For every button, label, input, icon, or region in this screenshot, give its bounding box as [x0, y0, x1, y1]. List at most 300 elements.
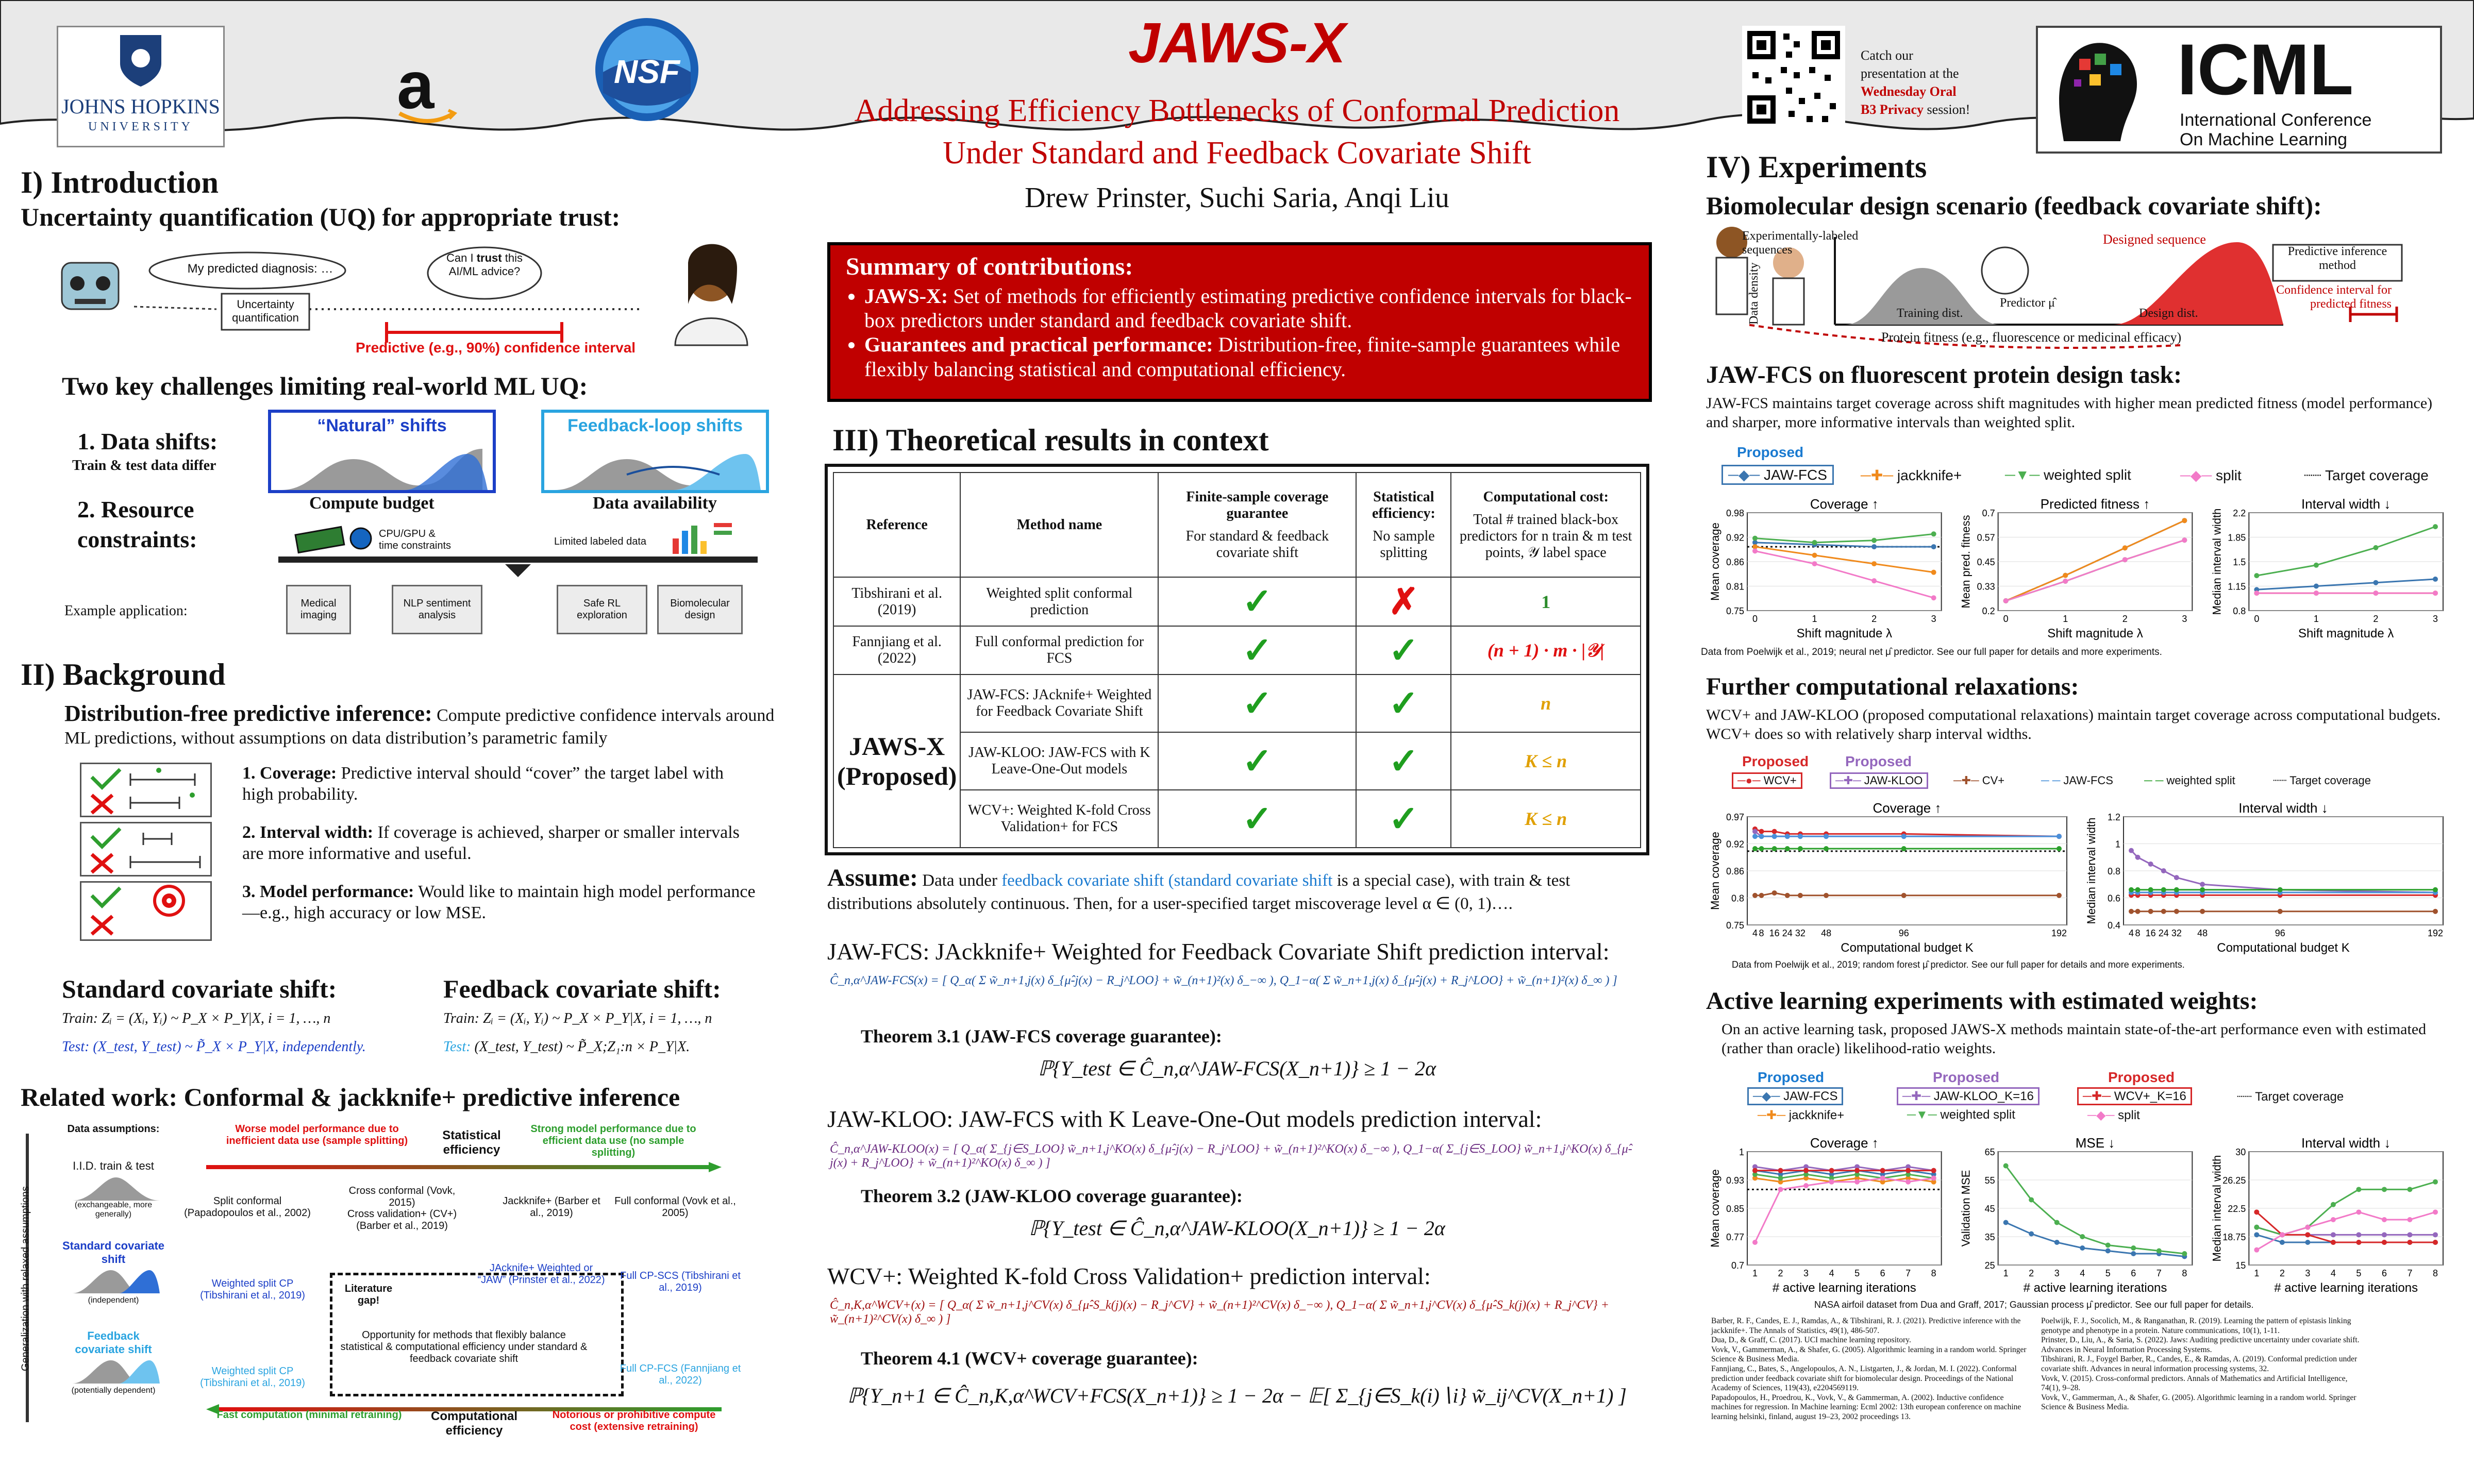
chart-title: Interval width ↓ [2301, 1135, 2391, 1151]
y-axis-label: Median interval width [2210, 508, 2224, 615]
y-tick-label: 18.75 [2222, 1232, 2246, 1242]
data-point [2407, 1232, 2412, 1237]
compute-budget-label: Compute budget [309, 494, 434, 513]
data-point [2105, 1249, 2111, 1254]
data-point [2135, 909, 2141, 914]
y-tick-label: 0.86 [1726, 557, 1744, 567]
x-tick-label: 16 [1769, 928, 1780, 938]
standard-cs-heading: Standard covariate shift: [62, 974, 337, 1003]
ref-cross-conformal: Cross conformal (Vovk, 2015) [348, 1185, 456, 1208]
standard-cs-dist-icon [72, 1268, 160, 1293]
ref-full-conformal: Full conformal (Vovk et al., 2005) [614, 1195, 736, 1219]
y-tick-label: 2.2 [2233, 508, 2246, 518]
related-work-diagram [10, 1118, 773, 1438]
assumptions-axis-label: Generalization with relaxed assumptions [20, 1186, 31, 1372]
legend-cv-plus: ─✚─ CV+ [1953, 774, 2005, 787]
data-point [1829, 1168, 1834, 1173]
bio-label-training: Training dist. [1897, 307, 1963, 320]
data-point [1752, 846, 1758, 851]
th-reference: Reference [833, 473, 960, 577]
data-point [2356, 1187, 2361, 1192]
x-axis-label: Shift magnitude λ [2298, 627, 2394, 640]
table-row: Tibshirani et al. (2019) Weighted split conformal prediction ✓ ✗ 1 [833, 577, 1641, 626]
point-width: 2. Interval width: If coverage is achieved, sharper or smaller intervals are more informative and useful. [242, 823, 740, 864]
bio-heading: Biomolecular design scenario (feedback covariate shift): [1706, 191, 2322, 220]
data-point [2373, 591, 2378, 596]
legend-al-jaw-fcs: ─◆─ JAW-FCS [1747, 1087, 1843, 1105]
data-point [1759, 893, 1764, 898]
data-point [1931, 1175, 1936, 1181]
data-point [1759, 829, 1764, 834]
data-point [2254, 1247, 2259, 1253]
data-point [1752, 536, 1758, 541]
x-tick-label: 5 [2356, 1268, 2362, 1278]
fcs-proposed-tag: Proposed [1737, 444, 1804, 460]
legend-al-split: ─◆─ split [2087, 1108, 2140, 1122]
x-tick-label: 1 [2254, 1268, 2260, 1278]
summary-of-contributions [827, 242, 1652, 402]
section-experiments: IV) Experiments [1706, 150, 1927, 184]
point-performance: 3. Model performance: Would like to maintain high model performance—e.g., high accuracy or low MSE. [242, 882, 756, 923]
fcs-caption: Data from Poelwijk et al., 2019; neural net μ̂ predictor. See our full paper for details and more experiments. [1701, 647, 2162, 657]
y-tick-label: 1.85 [2228, 532, 2246, 543]
legend-jackknife: ─✚─ jackknife+ [1861, 467, 1962, 483]
data-point [1772, 890, 1777, 896]
bar-chart-icon [667, 520, 734, 556]
stat-efficiency-arrow [206, 1162, 722, 1172]
amazon-logo: a [397, 57, 459, 129]
jaw-fcs-heading: JAW-FCS: JAckknife+ Weighted for Feedback Covariate Shift prediction interval: [827, 938, 1610, 965]
coverage-illustration [80, 763, 212, 817]
theorem-3-1-equation: ℙ{Y_test ∈ Ĉ_n,α^JAW-FCS(X_n+1)} ≥ 1 − 2α [1038, 1057, 1436, 1080]
data-point [2182, 1251, 2187, 1256]
y-tick-label: 0.57 [1977, 532, 1995, 543]
data-point [1931, 595, 1936, 600]
data-point [2129, 909, 2134, 914]
theorem-3-2: Theorem 3.2 (JAW-KLOO coverage guarantee): [861, 1186, 1243, 1206]
data-point [1785, 893, 1790, 898]
data-point [1759, 846, 1764, 851]
data-point [2314, 563, 2319, 568]
y-axis-label: Median interval width [2085, 817, 2098, 924]
chart-title: Coverage ↑ [1873, 800, 1942, 816]
y-tick-label: 45 [1984, 1204, 1995, 1214]
data-point [2003, 1220, 2009, 1225]
y-tick-label: 0.86 [1726, 866, 1744, 876]
width-illustration [80, 822, 212, 876]
al-proposed-tag-3: Proposed [2108, 1069, 2175, 1085]
bubble-trust: Can I trust this AI/ML advice? [446, 251, 523, 278]
seesaw-icon [278, 554, 758, 580]
y-axis-label: Mean coverage [1709, 1169, 1721, 1247]
app-biomolecular: Biomolecular design [657, 585, 743, 634]
y-tick-label: 0.4 [2107, 920, 2120, 931]
data-point [2356, 1240, 2361, 1245]
fcs-charts [1701, 492, 2453, 647]
jaw-kloo-heading: JAW-KLOO: JAW-FCS with K Leave-One-Out models prediction interval: [827, 1106, 1542, 1132]
data-point [2280, 1232, 2285, 1237]
x-tick-label: 1 [2003, 1268, 2009, 1278]
jaw-fcs-equation: Ĉ_n,α^JAW-FCS(x) = [ Q_α( Σ w̃_n+1,j(x) δ_{μ̂-j(x) − R_j^LOO} + w̃_(n+1)²(x) δ_−∞ ), Q_1−α( Σ w̃_n+1,j(x) δ_{μ̂-j(x) + R_j^LOO} + w̃_(n+1)²(x) δ_∞ ) ] [830, 974, 1617, 987]
data-point [2433, 524, 2438, 529]
jhu-shield-icon [115, 32, 166, 89]
fast-computation-label: Fast computation (minimal retraining) [216, 1409, 402, 1421]
al-proposed-tag-1: Proposed [1758, 1069, 1825, 1085]
y-tick-label: 0.7 [1982, 508, 1995, 518]
x-tick-label: 2 [2029, 1268, 2034, 1278]
nsf-logo: NSF [593, 15, 701, 124]
fcs-text: JAW-FCS maintains target coverage across shift magnitudes with higher mean predicted fitness (model performance) and sharper, more informative intervals than weighted split. [1706, 395, 2433, 431]
x-tick-label: 1 [2063, 614, 2068, 624]
data-point [2135, 887, 2141, 892]
bio-label-predictor: Predictor μ̂ [2000, 296, 2055, 310]
legend-jaw-kloo: ─✚─ JAW-KLOO [1830, 772, 1928, 789]
challenges-heading: Two key challenges limiting real-world ML UQ: [62, 372, 588, 400]
ref-weighted-split-cp-2: Weighted split CP (Tibshirani et al., 2019) [200, 1365, 305, 1389]
x-axis-label: # active learning iterations [2023, 1281, 2167, 1295]
x-tick-label: 6 [2131, 1268, 2136, 1278]
natural-shifts-panel: “Natural” shifts [268, 410, 496, 493]
data-point [1759, 834, 1764, 839]
y-tick-label: 25 [1984, 1260, 1995, 1271]
app-nlp: NLP sentiment analysis [392, 585, 482, 634]
y-tick-label: 30 [2235, 1147, 2246, 1157]
poster-authors: Drew Prinster, Suchi Saria, Anqi Liu [1025, 182, 1449, 214]
legend-wcv: ─●─ WCV+ [1732, 772, 1802, 789]
data-point [2254, 1232, 2259, 1237]
x-tick-label: 192 [2051, 928, 2067, 938]
data-point [2080, 1245, 2085, 1251]
doctor-icon [675, 244, 747, 345]
interval-label: Predictive (e.g., 90%) confidence interval [356, 340, 636, 356]
references-left [1711, 1317, 2031, 1422]
data-point [1752, 829, 1758, 834]
data-point [1752, 893, 1758, 898]
wcv-equation: Ĉ_n,K,α^WCV+(x) = [ Q_α( Σ w̃_n+1,j^CV(x) δ_{μ̂-S_k(j)(x) − R_j^CV} + w̃_(n+1)²^CV(x) δ_−∞ ), Q_1−α( Σ w̃_n+1,j^CV(x) δ_{μ̂-S_k(j)(x) + R_j^CV} + w̃_(n+1)²^CV(x) δ_∞ ) ] [830, 1298, 1609, 1326]
data-point [1772, 834, 1777, 839]
table-row: WCV+: Weighted K-fold Cross Validation+ for FCS ✓ ✓ K ≤ n [833, 790, 1641, 848]
relax-heading: Further computational relaxations: [1706, 673, 2079, 700]
data-point [1854, 1179, 1860, 1185]
data-point [2331, 1202, 2336, 1207]
data-point [2161, 868, 2166, 873]
qr-code-icon[interactable] [1742, 26, 1845, 129]
data-point [1931, 531, 1936, 536]
data-point [1901, 846, 1907, 851]
data-point [1854, 1168, 1860, 1173]
bio-label-exp: Experimentally-labeled sequences [1742, 229, 1859, 257]
data-point [2305, 1232, 2310, 1237]
data-point [1752, 1168, 1758, 1173]
data-point [2433, 591, 2438, 596]
data-point [2148, 862, 2153, 867]
y-tick-label: 0.81 [1726, 581, 1744, 592]
data-point [1803, 1183, 1809, 1188]
theorem-3-2-equation: ℙ{Y_test ∈ Ĉ_n,α^JAW-KLOO(X_n+1)} ≥ 1 − 2α [1029, 1217, 1445, 1240]
opportunity-text: Opportunity for methods that flexibly balance statistical & computational efficiency under standard & feedback covariate shift [340, 1329, 588, 1364]
data-point [2200, 887, 2205, 892]
x-tick-label: 8 [2135, 928, 2141, 938]
data-point [2054, 1220, 2060, 1225]
y-tick-label: 0.92 [1726, 532, 1744, 543]
al-text: On an active learning task, proposed JAWS-X methods maintain state-of-the-art performance even with estimated (rather than oracle) likelihood-ratio weights. [1721, 1021, 2427, 1057]
legend-target: ┈┈ Target coverage [2304, 467, 2429, 483]
gpu-icon [294, 523, 376, 554]
theorem-4-1: Theorem 4.1 (WCV+ coverage guarantee): [861, 1348, 1198, 1369]
data-point [2382, 1232, 2387, 1237]
data-point [2433, 1209, 2438, 1215]
y-tick-label: 0.98 [1726, 508, 1744, 518]
data-point [2003, 598, 2009, 603]
x-tick-label: 96 [1898, 928, 1909, 938]
y-tick-label: 22.5 [2228, 1204, 2246, 1214]
data-point [2373, 545, 2378, 550]
data-point [2433, 909, 2438, 914]
th-coverage: Finite-sample coverage guarantee For standard & feedback covariate shift [1158, 473, 1356, 577]
bio-label-designed: Designed sequence [2103, 232, 2206, 247]
data-point [2382, 1240, 2387, 1245]
x-tick-label: 8 [2182, 1268, 2187, 1278]
data-point [2003, 1163, 2009, 1169]
data-point [2174, 909, 2179, 914]
data-point [2122, 557, 2128, 562]
poster-subtitle-2: Under Standard and Feedback Covariate Shift [943, 136, 1531, 171]
reference-item: Fannjiang, C., Bates, S., Angelopoulos, A. N., Listgarten, J., & Jordan, M. I. (2022). Conformal prediction under feedback covariate shift for biomolecular design. Proceedings of the National Academy of Sciences, 119(43), e2204569119. [1711, 1364, 2017, 1393]
data-point [1829, 1179, 1834, 1185]
data-point [2057, 834, 2062, 839]
ref-full-cp-fcs: Full CP-FCS (Fannjiang et al., 2022) [620, 1363, 741, 1386]
data-point [1812, 561, 1817, 566]
x-axis-label: Shift magnitude λ [1796, 627, 1893, 640]
standard-cs-label: Standard covariate shift [62, 1239, 165, 1266]
reference-item: Prinster, D., Liu, A., & Saria, S. (2022). Jaws: Auditing predictive uncertainty under covariate shift. Advances in Neural Information Processing Systems. [2041, 1336, 2360, 1354]
section-background: II) Background [21, 657, 226, 692]
legend-al-wcv: ─✚─ WCV+_K=16 [2077, 1087, 2192, 1105]
bubble-diagnosis: My predicted diagnosis: … [187, 262, 333, 276]
feedback-cs-test: Test: (X_test, Y_test) ~ P̃_X;Z₁:n × P_Y|X. [443, 1039, 690, 1055]
data-point [1871, 578, 1877, 583]
wcv-heading: WCV+: Weighted K-fold Cross Validation+ prediction interval: [827, 1263, 1431, 1289]
reference-item: Tibshirani, R. J., Foygel Barber, R., Candes, E., & Ramdas, A. (2019). Conformal prediction under covariate shift. Advances in neural information processing systems, 32. [2041, 1355, 2358, 1373]
bio-label-fitness: Protein fitness (e.g., fluorescence or medicinal efficacy) [1881, 330, 2182, 345]
data-point [1812, 540, 1817, 545]
x-tick-label: 3 [1803, 1268, 1809, 1278]
challenge-2: 2. Resource constraints: [77, 496, 197, 552]
y-tick-label: 0.7 [1731, 1260, 1744, 1271]
al-heading: Active learning experiments with estimated weights: [1706, 987, 2258, 1015]
x-axis-label: Shift magnitude λ [2047, 627, 2143, 640]
data-point [2161, 909, 2166, 914]
al-legend [1747, 1087, 2459, 1128]
data-assumptions-label: Data assumptions: [67, 1123, 160, 1135]
feedback-cs-dist-icon [72, 1358, 160, 1384]
iid-label: I.I.D. train & test [73, 1159, 154, 1172]
data-point [2174, 875, 2179, 880]
x-tick-label: 96 [2275, 928, 2285, 938]
data-point [1772, 846, 1777, 851]
data-point [2135, 855, 2141, 860]
data-point [2407, 1240, 2412, 1245]
legend-al-jaw-kloo: ─✚─ JAW-KLOO_K=16 [1897, 1087, 2040, 1105]
y-tick-label: 1.2 [2107, 812, 2120, 822]
uq-heading: Uncertainty quantification (UQ) for appropriate trust: [21, 203, 621, 231]
data-point [2433, 887, 2438, 892]
legend-jaw-fcs-2: ─ ─ JAW-FCS [2041, 774, 2113, 787]
reference-item: Vovk, V. (2015). Cross-conformal predictors. Annals of Mathematics and Artificial Intelligence, 74(1), 9–28. [2041, 1374, 2348, 1393]
ref-split-conformal: Split conformal (Papadopoulos et al., 2002) [184, 1195, 311, 1219]
legend-al-target: ┈┈ Target coverage [2237, 1090, 2344, 1104]
x-tick-label: 24 [2158, 928, 2169, 938]
x-tick-label: 6 [1880, 1268, 1885, 1278]
point-coverage: 1. Coverage: Predictive interval should “cover” the target label with high probability. [242, 764, 724, 804]
y-tick-label: 1.5 [2233, 557, 2246, 567]
data-point [2433, 1232, 2438, 1237]
data-point [2373, 580, 2378, 585]
relax-caption: Data from Poelwijk et al., 2019; random forest μ̂ predictor. See our full paper for details and more experiments. [1732, 959, 2185, 970]
data-point [1931, 544, 1936, 549]
ref-jaw: JAcknife+ Weighted or “JAW” (Prinster et al., 2022) [477, 1262, 605, 1286]
x-tick-label: 2 [1778, 1268, 1783, 1278]
table-row: Fannjiang et al. (2022) Full conformal prediction for FCS ✓ ✓ (n + 1) · m · |𝒴| [833, 626, 1641, 675]
y-axis-label: Mean coverage [1709, 832, 1721, 910]
data-point [2254, 1225, 2259, 1230]
x-tick-label: 6 [2381, 1268, 2387, 1278]
data-point [1752, 548, 1758, 553]
icml-head-icon [2043, 33, 2146, 146]
data-point [2314, 591, 2319, 596]
chart-title: Interval width ↓ [2238, 800, 2328, 816]
bio-label-density: Data density [1747, 262, 1761, 325]
cpu-gpu-label: CPU/GPU & time constraints [379, 528, 452, 551]
y-tick-label: 0.6 [2107, 893, 2120, 904]
y-tick-label: 1.15 [2228, 581, 2246, 592]
references-right [2041, 1317, 2361, 1412]
data-point [2129, 887, 2134, 892]
related-work-heading: Related work: Conformal & jackknife+ predictive inference [21, 1083, 680, 1111]
x-tick-label: 5 [2105, 1268, 2111, 1278]
dfpi-text: Distribution-free predictive inference: Compute predictive confidence intervals around ML predictions, without assumptions on data distribution’s parametric family [64, 701, 775, 748]
data-point [2305, 1225, 2310, 1230]
data-point [2148, 887, 2153, 892]
data-point [1778, 1168, 1783, 1173]
jaw-kloo-equation: Ĉ_n,α^JAW-KLOO(x) = [ Q_α( Σ_{j∈S_LOO} w̃_n+1,j^KO(x) δ_{μ̂-j(x) − R_j^LOO} + w̃_(n+1)²^KO(x) δ_−∞ ), Q_1−α( Σ_{j∈S_LOO} w̃_n+1,j^KO(x) δ_{μ̂-j(x) + R_j^LOO} + w̃_(n+1)²^KO(x) δ_∞ ) ] [830, 1142, 1632, 1170]
data-point [2254, 573, 2259, 578]
data-point [2161, 887, 2166, 892]
x-axis-label: Computational budget K [1841, 941, 1974, 955]
x-tick-label: 2 [2122, 614, 2128, 624]
data-point [2157, 1249, 2162, 1254]
reference-item: Barber, R. F., Candes, E. J., Ramdas, A., & Tibshirani, R. J. (2021). Predictive inference with the jackknife+. The Annals of Statistics, 49(1), 486-507. [1711, 1317, 2021, 1335]
x-tick-label: 8 [2432, 1268, 2438, 1278]
x-tick-label: 48 [1821, 928, 1832, 938]
data-point [2331, 1217, 2336, 1222]
data-point [2029, 1232, 2034, 1237]
results-table [833, 472, 1641, 848]
y-tick-label: 1 [2115, 839, 2120, 850]
data-availability-label: Data availability [593, 494, 717, 513]
data-point [2280, 1240, 2285, 1245]
ref-jackknife-plus: Jackknife+ (Barber et al., 2019) [503, 1195, 600, 1219]
data-point [2131, 1251, 2136, 1256]
poster-subtitle-1: Addressing Efficiency Bottlenecks of Conformal Prediction [854, 93, 1620, 128]
relax-charts [1701, 796, 2453, 961]
x-tick-label: 192 [2427, 928, 2444, 938]
x-tick-label: 32 [2171, 928, 2182, 938]
ref-weighted-split-cp-1: Weighted split CP (Tibshirani et al., 2019) [200, 1278, 305, 1301]
data-point [1752, 834, 1758, 839]
legend-al-jackknife: ─✚─ jackknife+ [1758, 1108, 1845, 1122]
x-tick-label: 2 [1871, 614, 1877, 624]
data-point [1798, 893, 1803, 898]
summary-item-1: • JAWS-X: Set of methods for efficiently estimating predictive confidence intervals for black-box predictors under standard and feedback covariate shift. [864, 284, 1633, 332]
y-tick-label: 0.92 [1726, 839, 1744, 850]
legend-weighted-split-2: ─ ─ weighted split [2144, 774, 2235, 787]
data-point [1824, 834, 1829, 839]
data-point [2331, 1232, 2336, 1237]
data-point [1778, 1175, 1783, 1181]
bio-label-design-dist: Design dist. [2139, 307, 2198, 320]
y-tick-label: 0.8 [2107, 866, 2120, 876]
data-point [1803, 1168, 1809, 1173]
data-point [1931, 1168, 1936, 1173]
al-proposed-tag-2: Proposed [1933, 1069, 2000, 1085]
data-point [1785, 846, 1790, 851]
data-point [2356, 1209, 2361, 1215]
x-tick-label: 1 [1812, 614, 1817, 624]
data-point [2382, 1187, 2387, 1192]
data-point [2063, 579, 2068, 584]
th-cost: Computational cost: Total # trained black-box predictors for n train & m test points, 𝒴 label space [1451, 473, 1641, 577]
data-point [1798, 834, 1803, 839]
data-point [2080, 1234, 2085, 1239]
data-point [2200, 909, 2205, 914]
computational-efficiency-label: Computational efficiency [431, 1409, 517, 1438]
y-tick-label: 26.25 [2222, 1175, 2246, 1186]
y-tick-label: 0.75 [1726, 606, 1744, 616]
data-point [2356, 1232, 2361, 1237]
data-point [2057, 846, 2062, 851]
reference-item: Vovk, V., Gammerman, A., & Shafer, G. (2005). Algorithmic learning in a random world. Springer Science & Business Media. [2041, 1393, 2356, 1412]
strong-performance-label: Strong model performance due to efficient data use (no sample splitting) [530, 1123, 696, 1158]
data-point [1871, 544, 1877, 549]
worse-performance-label: Worse model performance due to inefficient data use (sample splitting) [226, 1123, 408, 1146]
data-point [1905, 1168, 1911, 1173]
x-tick-label: 48 [2197, 928, 2208, 938]
x-axis-label: # active learning iterations [2274, 1281, 2418, 1295]
data-point [1785, 834, 1790, 839]
data-point [2105, 1243, 2111, 1248]
literature-gap-label: Literature gap! [344, 1283, 393, 1306]
x-tick-label: 0 [2254, 614, 2260, 624]
data-point [2254, 591, 2259, 596]
data-point [1812, 553, 1817, 558]
x-tick-label: 1 [2313, 614, 2319, 624]
data-point [1752, 1240, 1758, 1245]
x-tick-label: 4 [2330, 1268, 2336, 1278]
data-point [1880, 1175, 1885, 1181]
feedback-cs-train: Train: Zᵢ = (Xᵢ, Yᵢ) ~ P_X × P_Y|X, i = 1, …, n [443, 1010, 712, 1026]
x-tick-label: 4 [1829, 1268, 1834, 1278]
x-tick-label: 3 [2305, 1268, 2311, 1278]
y-tick-label: 0.33 [1977, 581, 1995, 592]
legend-target-2: ┈┈ Target coverage [2273, 774, 2371, 787]
section-theory: III) Theoretical results in context [832, 423, 1269, 457]
x-tick-label: 7 [2156, 1268, 2162, 1278]
data-point [1772, 829, 1777, 834]
x-tick-label: 32 [1795, 928, 1806, 938]
y-tick-label: 35 [1984, 1232, 1995, 1242]
reference-item: Papadopoulos, H., Proedrou, K., Vovk, V., & Gammerman, A. (2002). Inductive confidence machines for regression. In Machine learning: Ecml 2002: 13th european conference on machine learning helsinki, finland, august 19–23, 2002 proceedings 13. [1711, 1393, 2021, 1421]
